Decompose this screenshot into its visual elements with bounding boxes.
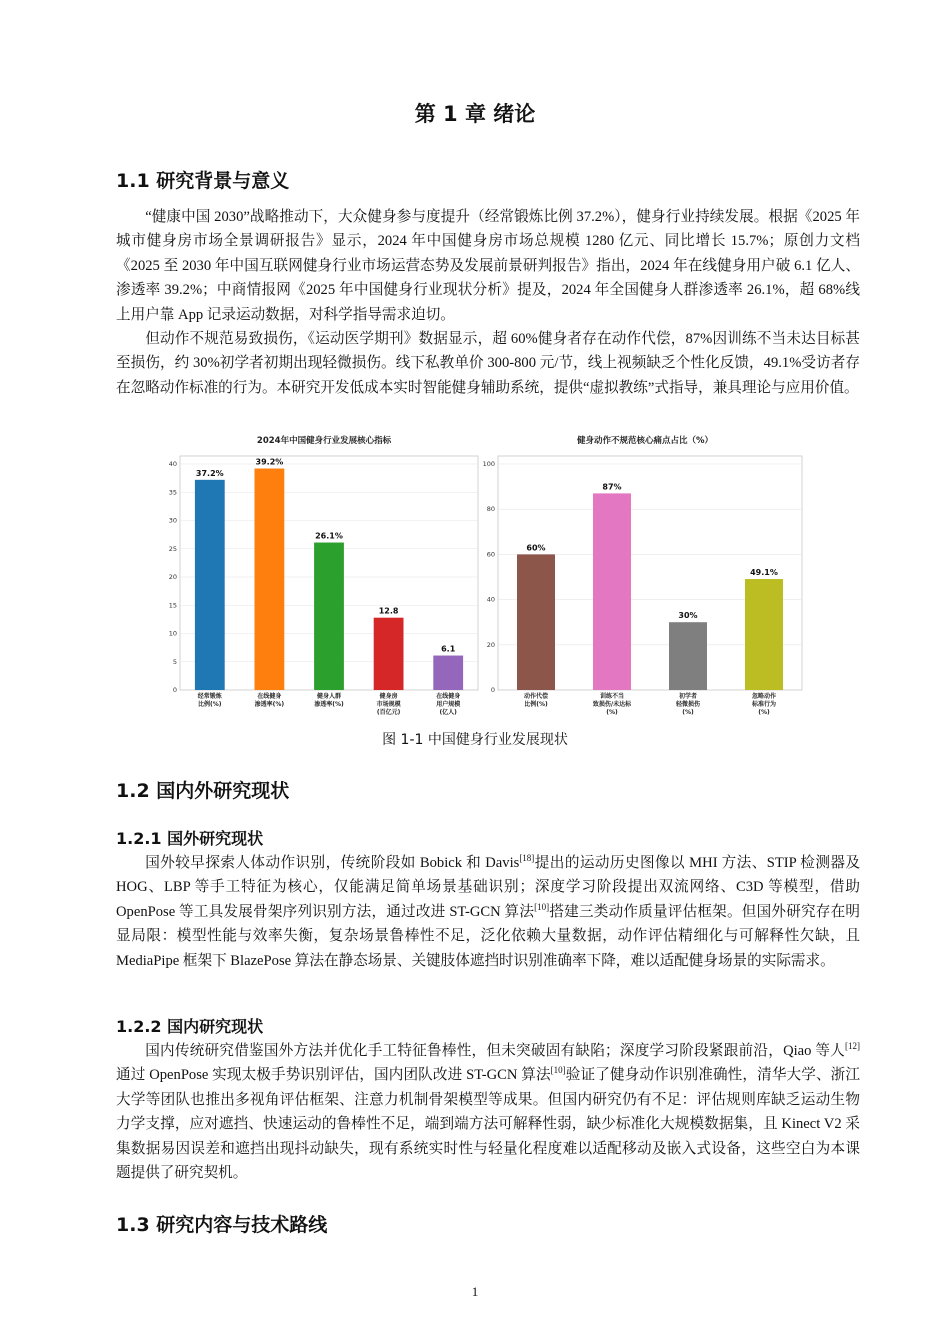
figure-1-1 [168, 430, 804, 718]
x-tick-line: 渗透率(%) [314, 701, 344, 708]
section-heading-1-2-2: 1.2.2 国内研究现状 [116, 1017, 264, 1036]
citation-12: [12] [845, 1041, 860, 1052]
bar [517, 554, 555, 690]
data-label: 12.8 [378, 606, 399, 616]
y-tick-label: 100 [482, 460, 495, 468]
y-tick-label: 5 [172, 657, 177, 666]
y-tick-label: 25 [168, 544, 177, 553]
x-tick-line: (百亿元) [376, 709, 401, 716]
citation-10: [10] [534, 901, 550, 912]
y-tick-label: 20 [486, 640, 495, 649]
paragraph-foreign-research [116, 851, 860, 973]
paragraph-significance: 但动作不规范易致损伤，《运动医学期刊》数据显示，超 60%健身者存在动作代偿，87%因训练不当未达目标甚至损伤，约 30%初学者初期出现轻微损伤。线下私教单价 300-800 元/节，线上视频缺乏个性化反馈，49.1%受访者存在忽略动作标准的行为。本研究开发低成本实时智能健身辅助系统，提供“虚拟教练”式指导，兼具理论与应用价值。 [116, 331, 860, 396]
x-tick-line: (%) [682, 709, 694, 716]
y-tick-label: 10 [168, 629, 177, 638]
bar [433, 656, 463, 690]
y-tick-label: 60 [486, 550, 495, 559]
x-tick-line: (亿人) [439, 709, 457, 716]
y-tick-label: 15 [168, 601, 177, 610]
page-number: 1 [471, 1284, 479, 1299]
chart-title: 健身动作不规范核心痛点占比（%） [576, 436, 714, 446]
bar [195, 480, 225, 690]
section-heading-1-2-1: 1.2.1 国外研究现状 [116, 829, 264, 848]
y-tick-label: 0 [490, 686, 495, 694]
x-tick-line: 忽略动作 [751, 693, 777, 700]
citation-18: [18] [519, 853, 535, 864]
chart-title: 2024年中国健身行业发展核心指标 [256, 436, 392, 446]
data-label: 37.2% [195, 468, 224, 478]
section-heading-1-1: 1.1 研究背景与意义 [116, 170, 290, 192]
chapter-title: 第 1 章 绪论 [414, 102, 536, 126]
data-label: 87% [602, 482, 622, 492]
x-tick-line: 在线健身 [436, 693, 461, 700]
y-tick-label: 20 [168, 573, 177, 581]
x-tick-line: 在线健身 [257, 693, 282, 700]
bar [374, 618, 404, 690]
domestic-text-c: 验证了健身动作识别准确性，清华大学、浙江大学等团队也推出多视角评估框架、注意力机制骨架模型等成果。但国内研究仍有不足：评估规则库缺乏运动生物力学支撑，应对遮挡、快速运动的鲁棒性不足，端到端方法可解释性弱，缺少标准化大规模数据集，且 Kinect V2 采集数据易因误差和遮挡出现抖动缺失，现有系统实时性与轻量化程度难以适配移动及嵌入式设备，这些空白为本课题提供了研究契机。 [116, 1067, 860, 1182]
bar [314, 543, 344, 690]
y-tick-label: 40 [486, 595, 495, 604]
paragraph-domestic-research [116, 1039, 860, 1185]
x-tick-line: 致损伤/未达标 [592, 701, 632, 708]
y-tick-label: 30 [168, 516, 177, 525]
x-tick-line: 健身房 [379, 693, 398, 700]
x-tick-line: 市场规模 [376, 701, 401, 708]
x-tick-line: 比例(%) [524, 701, 548, 708]
foreign-text-c: 搭建三类动作质量评估框架。但国外研究存在明显局限：模型性能与效率失衡，复杂场景鲁棒性不足，泛化依赖大量数据，动作评估精细化与可解释性欠缺，且 MediaPipe 框架下 BlazePose 算法在静态场景、关键肢体遮挡时识别准确率下降，难以适配健身场景的实际需求。 [116, 903, 860, 969]
chart-industry-indicators [168, 430, 480, 718]
paragraph-background: “健康中国 2030”战略推动下，大众健身参与度提升（经常锻炼比例 37.2%），健身行业持续发展。根据《2025 年城市健身房市场全景调研报告》显示，2024 年中国健身房市场总规模 1280 亿元、同比增长 15.7%；原创力文档《2025 至 2030 年中国互联网健身行业市场运营态势及发展前景研判报告》指出，2024 年在线健身用户破 6.1 亿人、渗透率 39.2%；中商情报网《2025 年中国健身行业现状分析》提及，2024 年全国健身人群渗透率 26.1%，超 68%线上用户靠 App 记录运动数据，对科学指导需求迫切。 [116, 209, 860, 323]
domestic-text-b: 通过 OpenPose 实现太极手势识别评估，国内团队改进 ST-GCN 算法 [116, 1067, 551, 1084]
data-label: 39.2% [255, 457, 284, 467]
y-tick-label: 40 [168, 460, 177, 468]
data-label: 60% [526, 543, 546, 553]
figure-caption: 图 1-1 中国健身行业发展现状 [382, 732, 568, 748]
section-heading-1-2: 1.2 国内外研究现状 [116, 780, 290, 802]
section-heading-1-3: 1.3 研究内容与技术路线 [116, 1214, 328, 1236]
y-tick-label: 35 [168, 488, 177, 497]
bar [255, 469, 285, 690]
x-tick-line: 标准行为 [751, 701, 777, 708]
x-tick-line: 初学者 [678, 693, 698, 700]
x-tick-line: 动作代偿 [523, 693, 549, 700]
data-label: 30% [678, 611, 698, 621]
bar [745, 579, 783, 690]
y-tick-label: 0 [172, 686, 177, 694]
data-label: 6.1 [441, 644, 456, 654]
foreign-text-b: 提出的运动历史图像以 MHI 方法、STIP 检测器及 HOG、LBP 等手工特征为核心，仅能满足简单场景基础识别；深度学习阶段提出双流网络、C3D 等模型，借助 OpenPose 等工具发展骨架序列识别方法，通过改进 ST-GCN 算法 [116, 855, 860, 920]
x-tick-line: 训练不当 [599, 693, 625, 700]
x-tick-line: 经常锻炼 [197, 693, 222, 700]
foreign-text-a: 国外较早探索人体动作识别，传统阶段如 Bobick 和 Davis [145, 855, 520, 871]
x-tick-line: (%) [758, 709, 770, 716]
x-tick-line: (%) [606, 709, 618, 716]
x-tick-line: 健身人群 [316, 693, 342, 700]
citation-10: [10] [550, 1065, 566, 1076]
data-label: 26.1% [315, 531, 343, 541]
y-tick-label: 80 [486, 505, 495, 514]
chart-pain-points [482, 430, 804, 718]
domestic-text-a: 国内传统研究借鉴国外方法并优化手工特征鲁棒性，但未突破固有缺陷；深度学习阶段紧跟前沿，Qiao 等人 [145, 1043, 845, 1059]
x-tick-line: 渗透率(%) [254, 701, 285, 708]
data-label: 49.1% [750, 568, 778, 578]
x-tick-line: 比例(%) [198, 701, 222, 708]
bar [669, 622, 707, 690]
bar [593, 493, 631, 690]
x-tick-line: 用户规模 [436, 701, 461, 708]
x-tick-line: 轻微损伤 [675, 701, 701, 708]
